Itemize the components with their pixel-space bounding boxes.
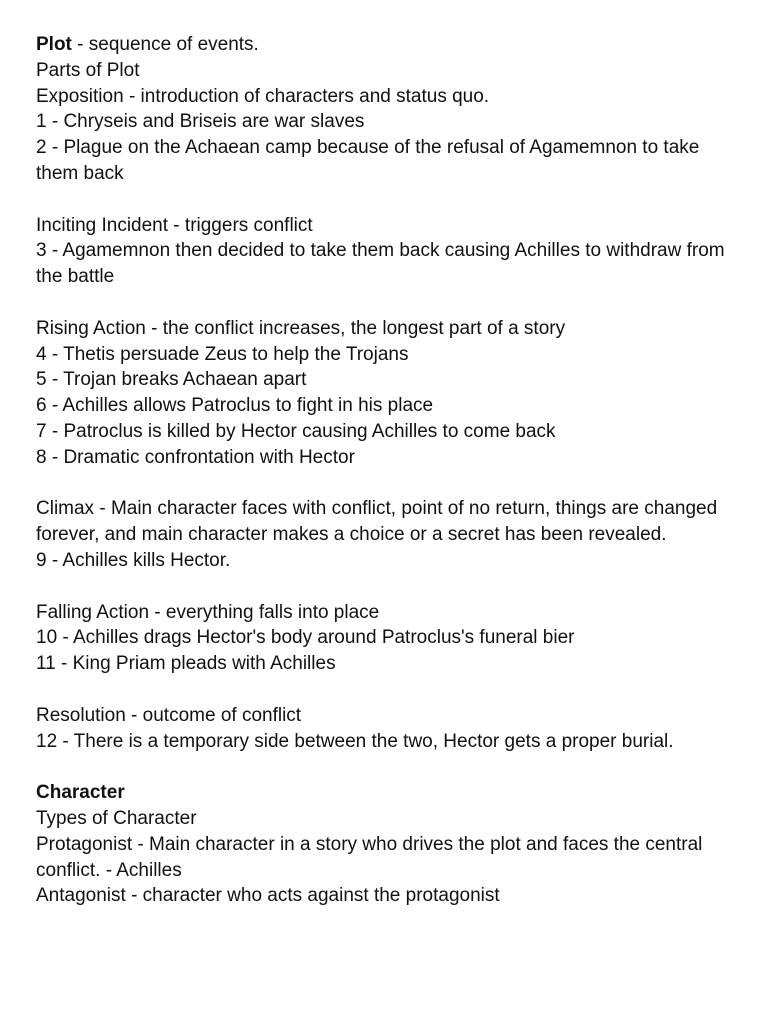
event-3: 3 - Agamemnon then decided to take them back causing Achilles to withdraw from the battle [36, 240, 725, 288]
event-4: 4 - Thetis persuade Zeus to help the Trojans [36, 343, 409, 365]
climax-title: Climax - Main character faces with conflict, point of no return, things are changed forever, and main character makes a choice or a secret has been revealed. [36, 498, 718, 546]
event-11: 11 - King Priam pleads with Achilles [36, 653, 336, 675]
event-9: 9 - Achilles kills Hector. [36, 549, 231, 571]
event-5: 5 - Trojan breaks Achaean apart [36, 369, 307, 391]
exposition-title: Exposition - introduction of characters and status quo. [36, 85, 490, 107]
spacer [36, 574, 736, 600]
event-12: 12 - There is a temporary side between the two, Hector gets a proper burial. [36, 730, 674, 752]
event-6: 6 - Achilles allows Patroclus to fight in his place [36, 395, 434, 417]
plot-definition: - sequence of events. [71, 34, 259, 55]
protagonist-definition: Protagonist - Main character in a story who drives the plot and faces the central conflict. - Achilles [36, 833, 703, 881]
event-1: 1 - Chryseis and Briseis are war slaves [36, 111, 365, 133]
parts-of-plot-label: Parts of Plot [36, 59, 140, 81]
spacer [36, 677, 736, 703]
document-body [36, 32, 736, 909]
antagonist-definition: Antagonist - character who acts against the protagonist [36, 885, 500, 907]
spacer [36, 187, 736, 213]
spacer [36, 754, 736, 780]
event-10: 10 - Achilles drags Hector's body around Patroclus's funeral bier [36, 627, 575, 649]
spacer [36, 471, 736, 497]
rising-action-title: Rising Action - the conflict increases, the longest part of a story [36, 317, 566, 339]
types-of-character-label: Types of Character [36, 807, 197, 829]
plot-heading-line [36, 32, 736, 58]
event-8: 8 - Dramatic confrontation with Hector [36, 446, 355, 468]
spacer [36, 290, 736, 316]
falling-action-title: Falling Action - everything falls into place [36, 601, 380, 623]
event-2: 2 - Plague on the Achaean camp because of the refusal of Agamemnon to take them back [36, 137, 700, 184]
character-heading: Character [36, 782, 125, 804]
event-7: 7 - Patroclus is killed by Hector causing Achilles to come back [36, 420, 556, 442]
plot-heading: Plot [36, 34, 72, 55]
inciting-incident-title: Inciting Incident - triggers conflict [36, 214, 313, 236]
resolution-title: Resolution - outcome of conflict [36, 704, 302, 726]
